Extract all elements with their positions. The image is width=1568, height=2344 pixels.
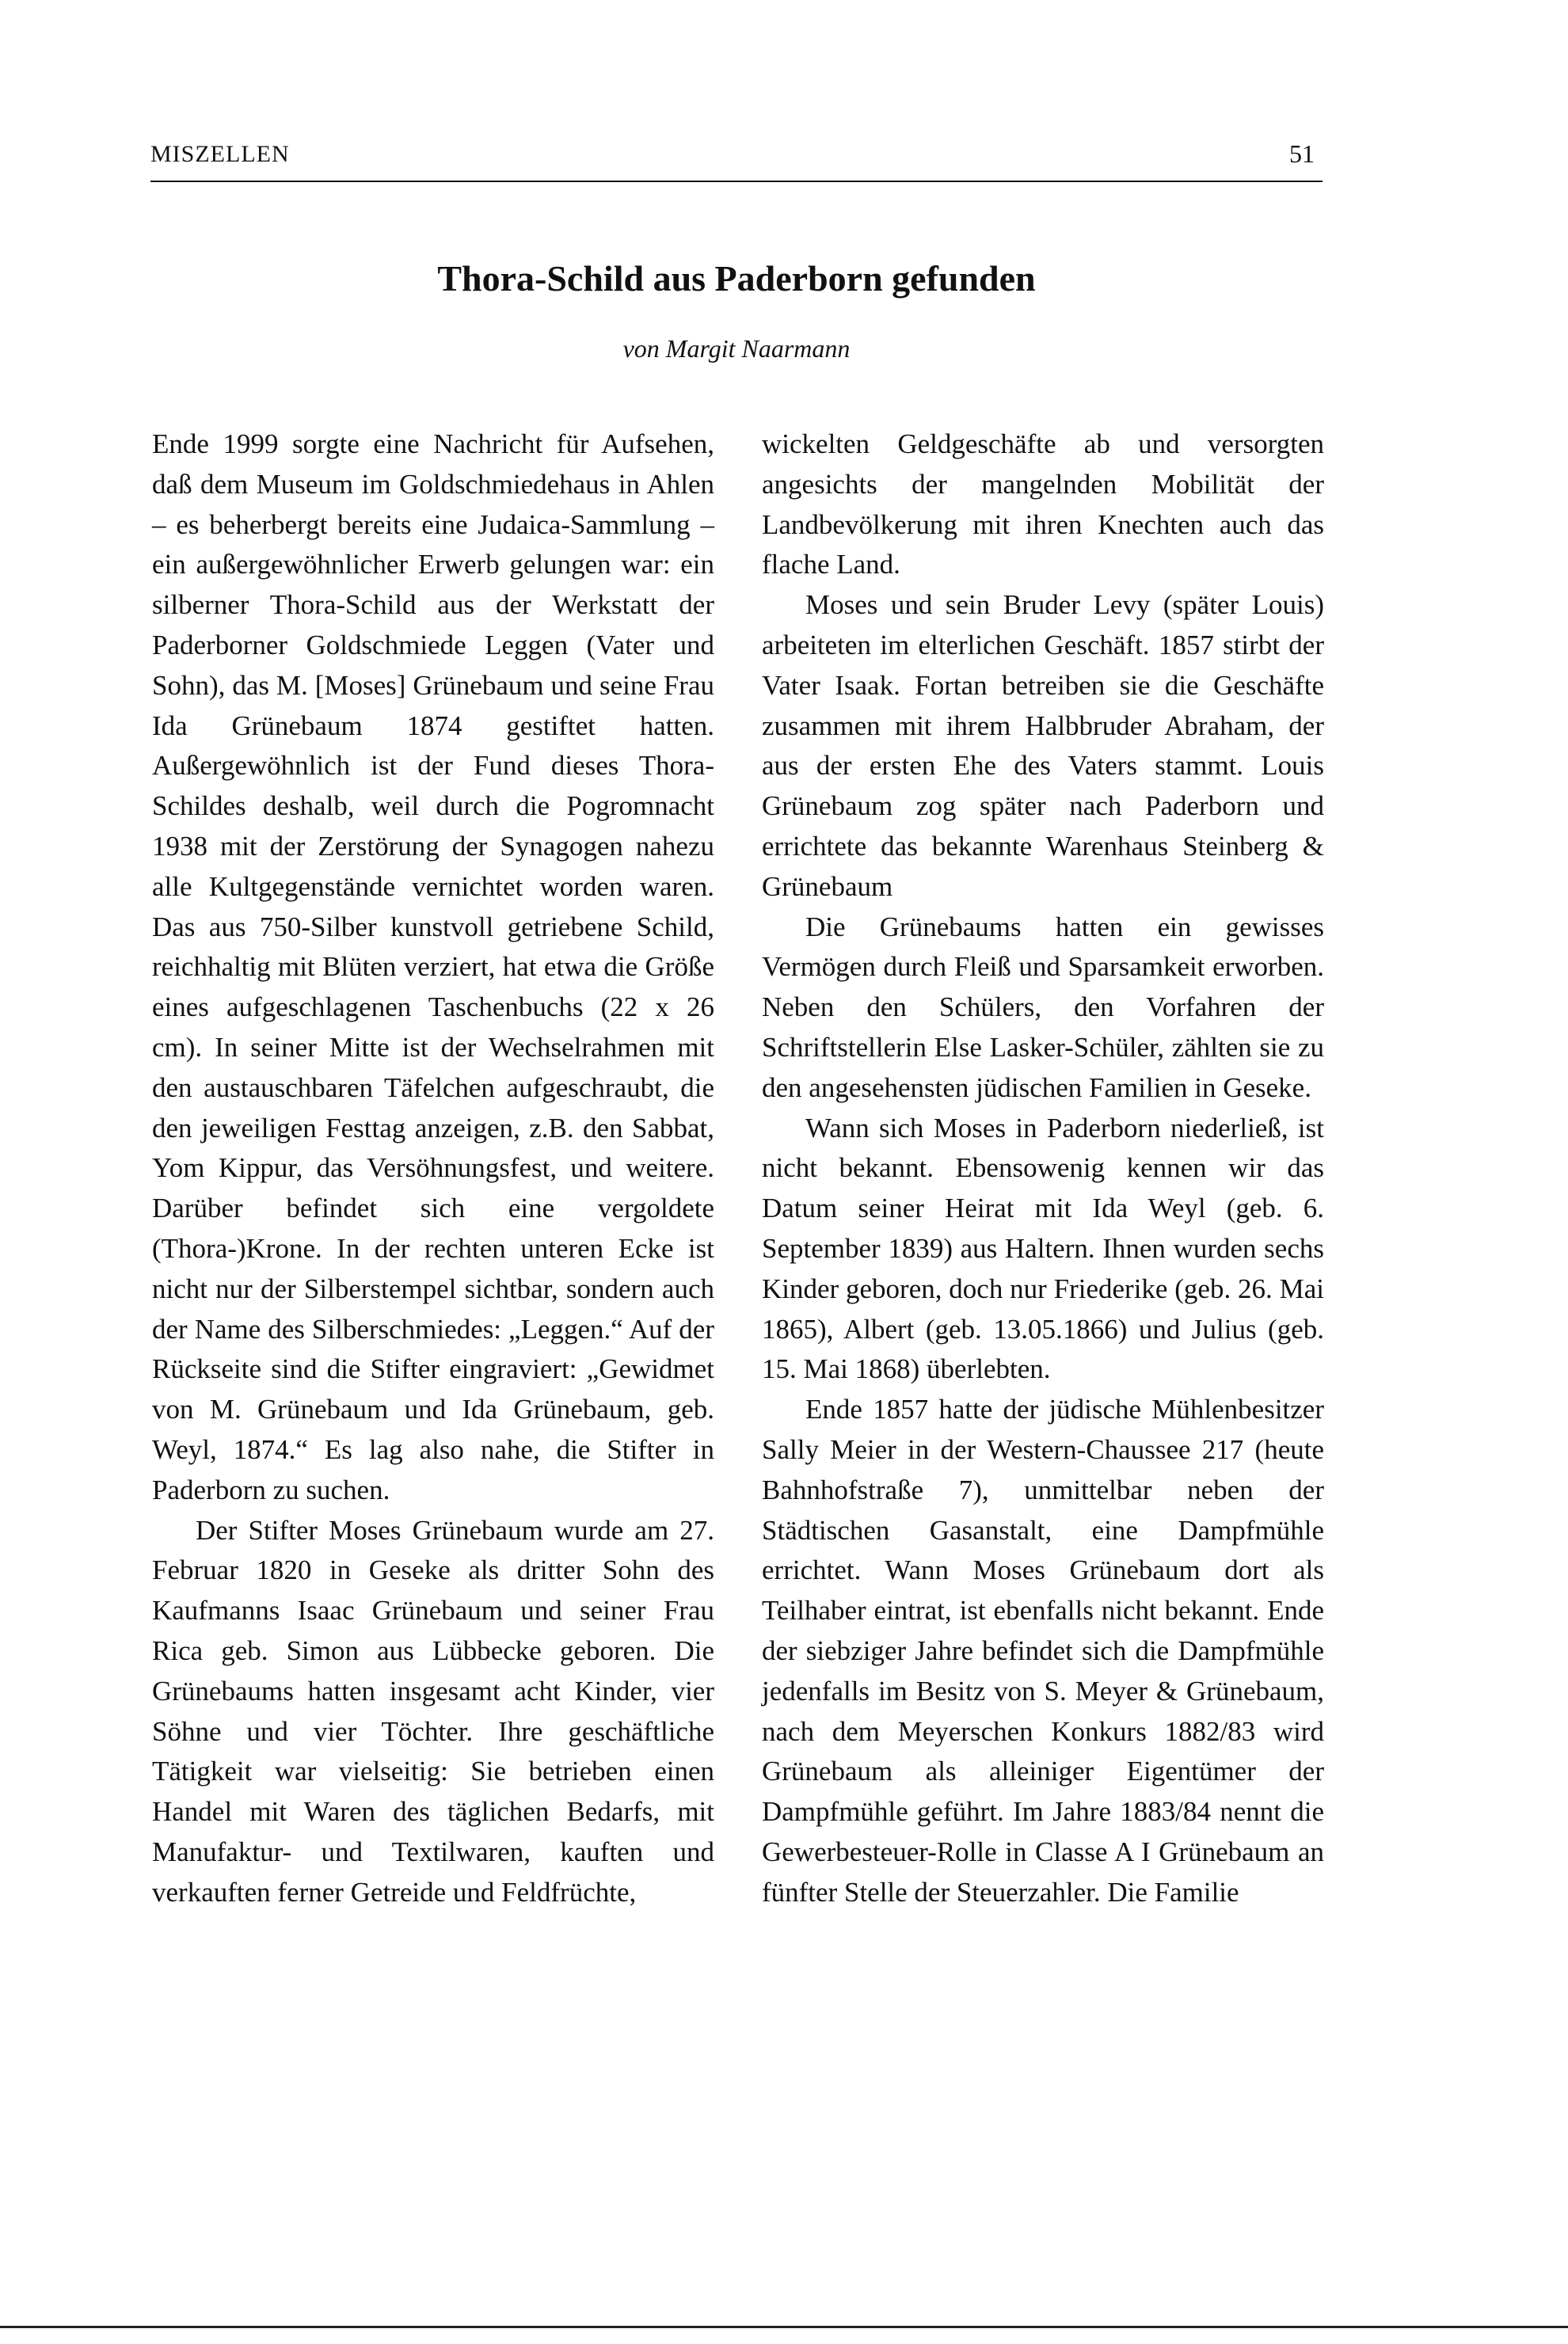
left-text-column	[152, 424, 714, 2167]
paragraph: Ende 1857 hatte der jüdische Mühlenbesitzer Sally Meier in der Western-Chaussee 217 (heute Bahnhofstraße 7), unmittelbar neben der Städtischen Gasanstalt, eine Dampfmühle errichtet. Wann Moses Grünebaum dort als Teilhaber eintrat, ist ebenfalls nicht bekannt. Ende der siebziger Jahre befindet sich die Dampfmühle jedenfalls im Besitz von S. Meyer & Grünebaum, nach dem Meyerschen Konkurs 1882/83 wird Grünebaum als alleiniger Eigentümer der Dampfmühle geführt. Im Jahre 1883/84 nennt die Gewerbesteuer-Rolle in Classe A I Grünebaum an fünfter Stelle der Steuerzahler. Die Familie	[762, 1394, 1324, 1908]
paragraph: wickelten Geldgeschäfte ab und versorgten angesichts der mangelnden Mobilität der Landbevölkerung mit ihren Knechten auch das flache Land.	[762, 428, 1324, 580]
running-header-section: MISZELLEN	[150, 141, 290, 167]
header-divider	[150, 181, 1323, 182]
page-number: 51	[1289, 139, 1315, 168]
bottom-page-edge	[0, 2326, 1568, 2328]
paragraph: Die Grünebaums hatten ein gewisses Vermögen durch Fleiß und Sparsamkeit erworben. Neben den Schülers, den Vorfahren der Schriftstellerin Else Lasker-Schüler, zählten sie zu den angesehensten jüdischen Familien in Geseke.	[762, 911, 1324, 1103]
article-title: Thora-Schild aus Paderborn gefunden	[437, 258, 1036, 299]
paragraph: Moses und sein Bruder Levy (später Louis) arbeiteten im elterlichen Geschäft. 1857 stirbt der Vater Isaak. Fortan betreiben sie die Geschäfte zusammen mit ihrem Halbbruder Abraham, der aus der ersten Ehe des Vaters stammt. Louis Grünebaum zog später nach Paderborn und errichtete das bekannte Warenhaus Steinberg & Grünebaum	[762, 589, 1324, 902]
right-text-column	[762, 424, 1324, 2167]
paragraph: Der Stifter Moses Grünebaum wurde am 27. Februar 1820 in Geseke als dritter Sohn des Kaufmanns Isaac Grünebaum und seiner Frau Rica geb. Simon aus Lübbecke geboren. Die Grünebaums hatten insgesamt acht Kinder, vier Söhne und vier Töchter. Ihre geschäftliche Tätigkeit war vielseitig: Sie betrieben einen Handel mit Waren des täglichen Bedarfs, mit Manufaktur- und Textilwaren, kauften und verkauften ferner Getreide und Feldfrüchte,	[152, 1514, 714, 1908]
article-author: von Margit Naarmann	[622, 334, 851, 363]
paragraph: Wann sich Moses in Paderborn niederließ, ist nicht bekannt. Ebensowenig kennen wir das Datum seiner Heirat mit Ida Weyl (geb. 6. September 1839) aus Haltern. Ihnen wurden sechs Kinder geboren, doch nur Friederike (geb. 26. Mai 1865), Albert (geb. 13.05.1866) und Julius (geb. 15. Mai 1868) überlebten.	[762, 1112, 1324, 1385]
paragraph: Ende 1999 sorgte eine Nachricht für Aufsehen, daß dem Museum im Goldschmiedehaus in Ahlen – es beherbergt bereits eine Judaica-Sammlung – ein außergewöhnlicher Erwerb gelungen war: ein silberner Thora-Schild aus der Werkstatt der Paderborner Goldschmiede Leggen (Vater und Sohn), das M. [Moses] Grünebaum und seine Frau Ida Grünebaum 1874 gestiftet hatten. Außergewöhnlich ist der Fund dieses Thora-Schildes deshalb, weil durch die Pogromnacht 1938 mit der Zerstörung der Synagogen nahezu alle Kultgegenstände vernichtet worden waren. Das aus 750-Silber kunstvoll getriebene Schild, reichhaltig mit Blüten verziert, hat etwa die Größe eines aufgeschlagenen Taschenbuchs (22 x 26 cm). In seiner Mitte ist der Wechselrahmen mit den austauschbaren Täfelchen aufgeschraubt, die den jeweiligen Festtag anzeigen, z.B. den Sabbat, Yom Kippur, das Versöhnungsfest, und weitere. Darüber befindet sich eine vergoldete (Thora-)Krone. In der rechten unteren Ecke ist nicht nur der Silberstempel sichtbar, sondern auch der Name des Silberschmiedes: „Leggen.“ Auf der Rückseite sind die Stifter eingraviert: „Gewidmet von M. Grünebaum und Ida Grünebaum, geb. Weyl, 1874.“ Es lag also nahe, die Stifter in Paderborn zu suchen.	[152, 428, 714, 1505]
